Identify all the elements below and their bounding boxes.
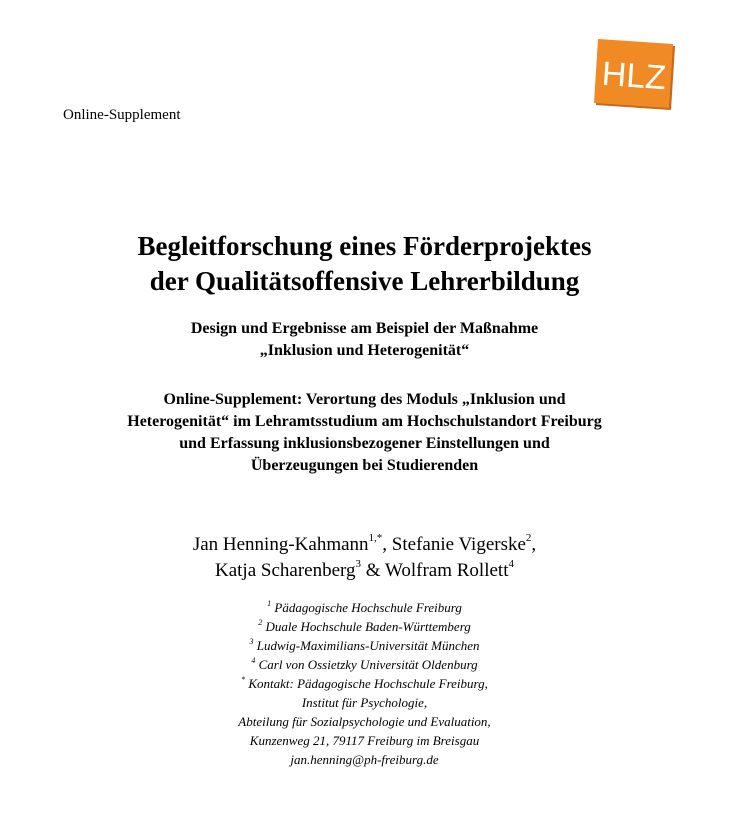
contact-line: Kunzenweg 21, 79117 Freiburg im Breisgau xyxy=(249,733,480,748)
affiliation-text: Carl von Ossietzky Universität Oldenburg xyxy=(255,657,478,672)
supplement-label: Online-Supplement xyxy=(63,107,181,123)
supplement-title-line-2: Heterogenität“ im Lehramtsstudium am Hochschulstandort Freiburg xyxy=(127,413,602,430)
author-name: Stefanie Vigerske xyxy=(391,534,526,555)
affiliation-item xyxy=(0,636,729,655)
contact-text: Kontakt: Pädagogische Hochschule Freiburg, xyxy=(245,676,488,691)
affiliation-marker: 3 xyxy=(249,636,254,646)
affiliation-text: Duale Hochschule Baden-Württemberg xyxy=(262,619,471,634)
contact-email[interactable]: jan.henning@ph-freiburg.de xyxy=(290,752,439,767)
affiliation-marker: 1 xyxy=(267,598,272,608)
contact-line xyxy=(0,674,729,693)
supplement-title-line-3: und Erfassung inklusionsbezogener Einstellungen und xyxy=(179,435,550,452)
author-name: Katja Scharenberg xyxy=(215,560,356,581)
logo-text: HLZ xyxy=(600,54,668,98)
supplement-title xyxy=(0,389,729,477)
affiliation-marker: 2 xyxy=(258,617,263,627)
author-affiliation-marker: 3 xyxy=(355,557,362,570)
author-affiliation-marker: 4 xyxy=(508,557,514,570)
affiliation-list xyxy=(0,598,729,769)
subtitle-line-1: Design und Ergebnisse am Beispiel der Maßnahme xyxy=(190,320,539,337)
author-separator: & xyxy=(361,560,385,581)
subtitle-line-2: „Inklusion und Heterogenität“ xyxy=(259,342,470,359)
affiliation-item xyxy=(0,655,729,674)
title-line-2: der Qualitätsoffensive Lehrerbildung xyxy=(149,266,580,296)
affiliation-item xyxy=(0,617,729,636)
author-line-1 xyxy=(0,532,729,558)
author-separator: , xyxy=(382,534,392,555)
affiliation-marker: 4 xyxy=(251,655,256,665)
affiliation-text: Pädagogische Hochschule Freiburg xyxy=(271,600,462,615)
contact-line: Abteilung für Sozialpsychologie und Evaluation, xyxy=(238,714,491,729)
author-name: Jan Henning-Kahmann xyxy=(192,534,369,555)
hlz-logo xyxy=(594,39,677,113)
author-line-2 xyxy=(0,558,729,584)
affiliation-text: Ludwig-Maximilians-Universität München xyxy=(253,638,480,653)
author-affiliation-marker: 2 xyxy=(525,531,532,544)
author-name: Wolfram Rollett xyxy=(384,560,509,581)
author-list xyxy=(0,532,729,584)
supplement-title-line-1: Online-Supplement: Verortung des Moduls „Inklusion und xyxy=(163,391,566,408)
affiliation-item xyxy=(0,598,729,617)
document-subtitle xyxy=(0,318,729,362)
author-separator: , xyxy=(531,534,537,555)
contact-line: Institut für Psychologie, xyxy=(301,695,428,710)
title-line-1: Begleitforschung eines Förderprojektes xyxy=(137,231,592,261)
contact-marker: * xyxy=(241,674,246,684)
supplement-title-line-4: Überzeugungen bei Studierenden xyxy=(250,457,479,474)
author-affiliation-marker: 1,* xyxy=(368,531,383,544)
document-title xyxy=(0,229,729,299)
